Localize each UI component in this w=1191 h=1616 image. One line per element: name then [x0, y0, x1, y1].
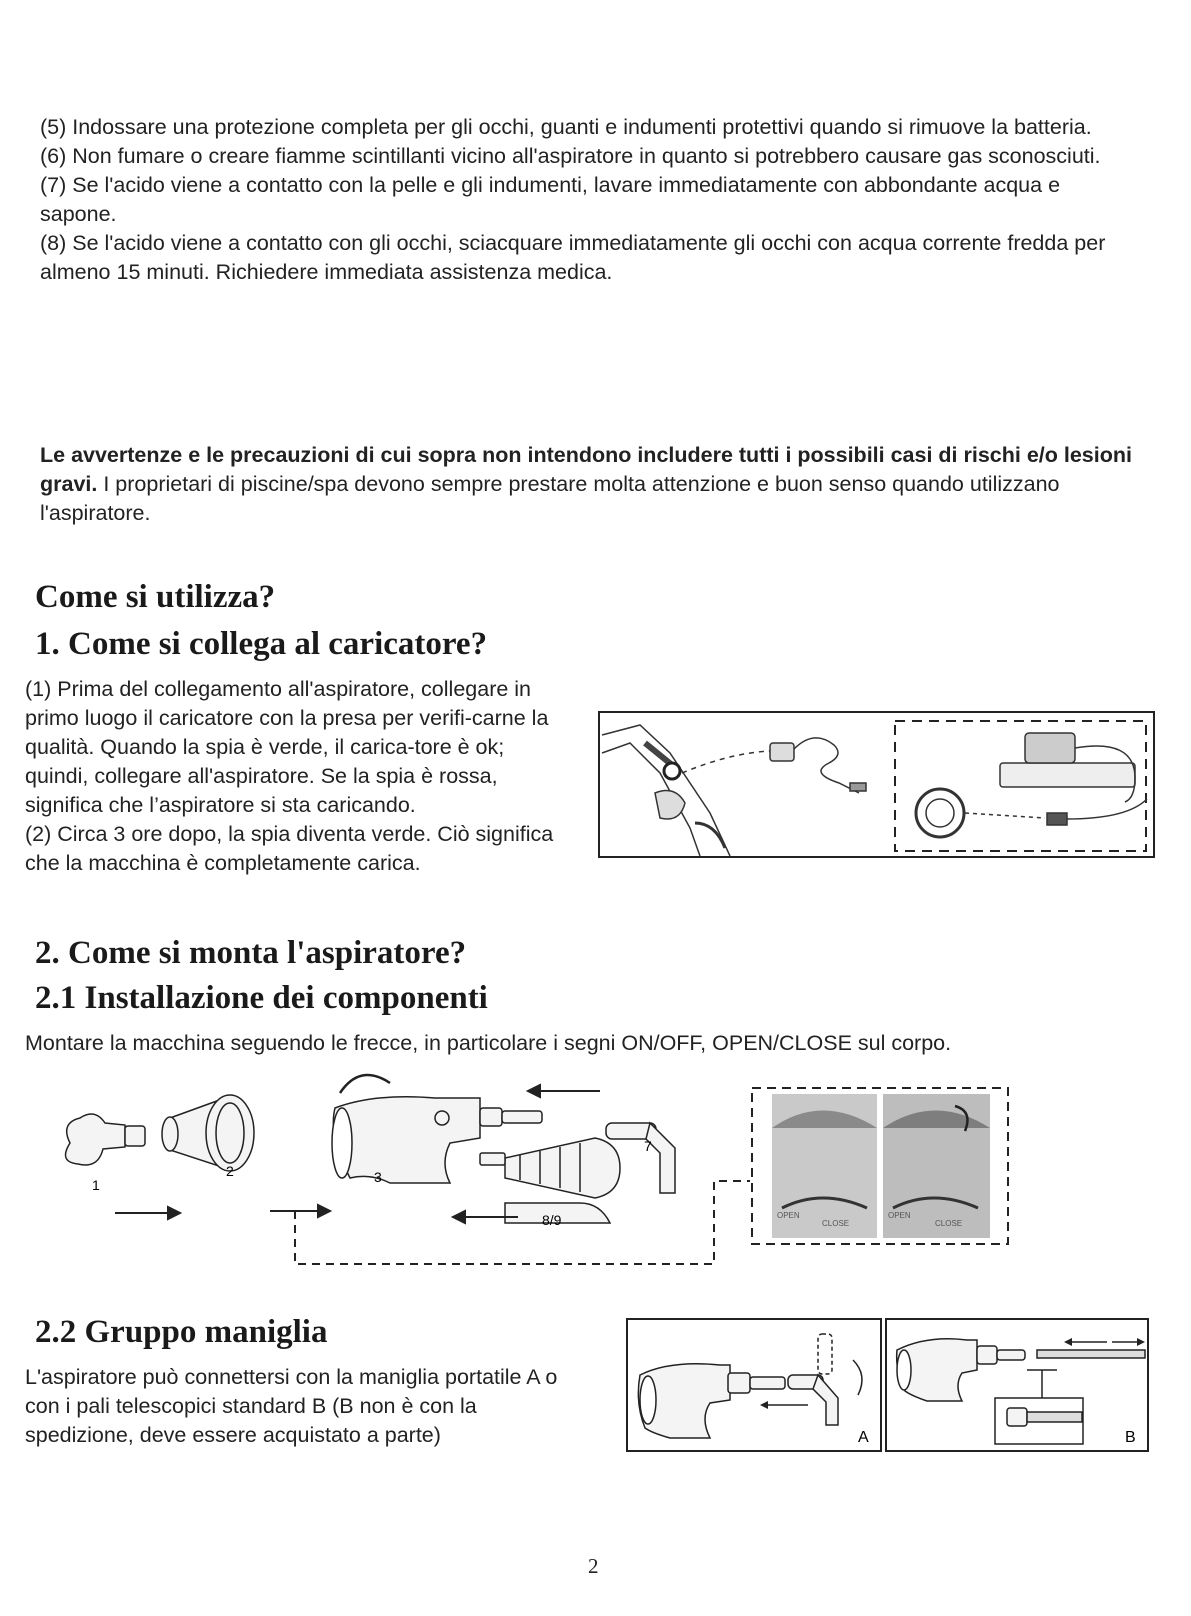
safety-item: (6) Non fumare o creare fiamme scintillanti vicino all'aspiratore in quanto si potrebbero causare gas sconosciuti. [40, 144, 1101, 168]
safety-item: (5) Indossare una protezione completa per gli occhi, guanti e indumenti protettivi quando si rimuove la batteria. [40, 115, 1092, 139]
rotate-arrow-icon [853, 1360, 862, 1395]
assembly-text: Montare la macchina seguendo le frecce, in particolare i segni ON/OFF, OPEN/CLOSE sul corpo. [25, 1031, 952, 1055]
assembly-heading: 2. Come si monta l'aspiratore? [35, 935, 467, 971]
handle-heading: 2.2 Gruppo maniglia [35, 1314, 328, 1350]
option-a-label: A [858, 1429, 869, 1446]
option-b-label: B [1125, 1429, 1136, 1446]
warning-bold-text: Le avvertenze e le precauzioni di cui sopra non intendono includere tutti i possibili casi di rischi e/o lesioni gravi. [40, 443, 1132, 496]
part-label: 8/9 [542, 1212, 562, 1228]
handle-text: L'aspiratore può connettersi con la maniglia portatile A o con i pali telescopici standard B (B non è con la spedizione, deve essere acquistato a parte) [25, 1365, 558, 1447]
charger-step: (1) Prima del collegamento all'aspiratore, collegare in primo luogo il caricatore con la presa per verifi-carne la qualità. Quando la spia è verde, il carica-tore è ok; quindi, collegare all'aspiratore. Se la spia è rossa, significa che l’aspiratore si sta caricando. [25, 677, 549, 817]
photo-label: OPEN [777, 1211, 800, 1220]
charger-cable-dashed [682, 751, 770, 773]
brush-head-part [66, 1114, 146, 1165]
photo-label: CLOSE [935, 1219, 963, 1228]
warning-text: I proprietari di piscine/spa devono sempre prestare molta attenzione e buon senso quando utilizzano l'aspiratore. [40, 472, 1060, 525]
handle-figure-a [626, 1318, 882, 1452]
part-label: 7 [644, 1138, 652, 1154]
assembly-figure [50, 1068, 1150, 1288]
usage-title: Come si utilizza? [35, 579, 276, 615]
part-label: 2 [226, 1163, 234, 1179]
charger-adapter-illustration [916, 733, 1147, 837]
charger-step: (2) Circa 3 ore dopo, la spia diventa verde. Ciò significa che la macchina è completamente carica. [25, 822, 554, 875]
part-label: 1 [92, 1177, 100, 1193]
vacuum-handle-illustration [602, 725, 730, 856]
charger-plug-illustration [770, 738, 866, 793]
page-number: 2 [588, 1554, 599, 1578]
warning-paragraph [40, 441, 1150, 528]
photo-label: OPEN [888, 1211, 911, 1220]
handle-figure-b [885, 1318, 1149, 1452]
charger-text [25, 675, 573, 878]
filter-cage-part [480, 1138, 620, 1223]
safety-item: (8) Se l'acido viene a contatto con gli occhi, sciacquare immediatamente gli occhi con acqua corrente fredda per almeno 15 minuti. Richiedere immediata assistenza medica. [40, 231, 1106, 284]
safety-list [40, 113, 1120, 287]
charger-heading: 1. Come si collega al caricatore? [35, 626, 488, 662]
components-heading: 2.1 Installazione dei componenti [35, 980, 488, 1016]
safety-item: (7) Se l'acido viene a contatto con la pelle e gli indumenti, lavare immediatamente con abbondante acqua e sapone. [40, 173, 1061, 226]
rotate-arrow-icon [340, 1075, 390, 1093]
photo-label: CLOSE [822, 1219, 850, 1228]
part-label: 3 [374, 1169, 382, 1185]
charger-figure [598, 711, 1155, 858]
cone-nozzle-part [162, 1095, 254, 1171]
